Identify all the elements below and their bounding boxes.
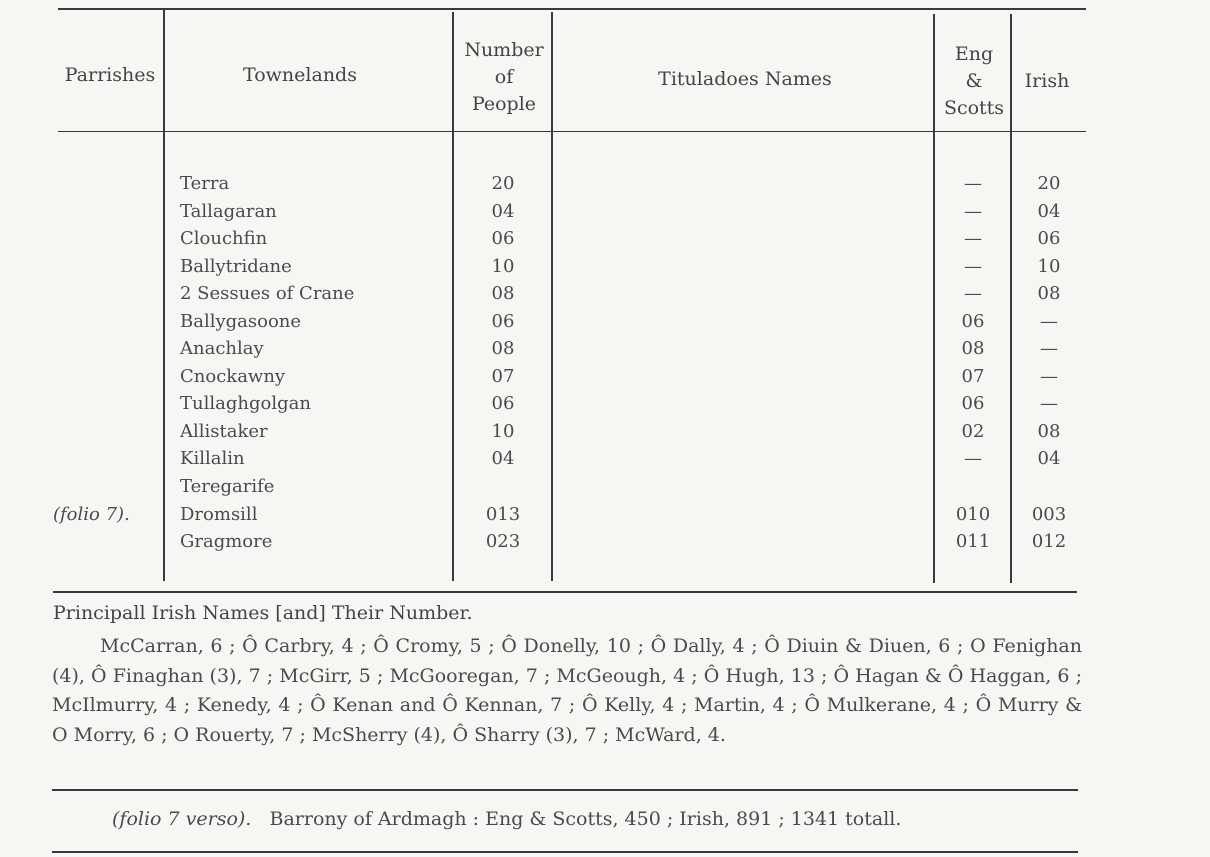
footer-bottom-rule — [52, 851, 1078, 853]
eng-scotts-cell: — — [964, 448, 982, 469]
table-row — [0, 308, 1210, 335]
footer-barony-totals: Barrony of Ardmagh : Eng & Scotts, 450 ; Irish, 891 ; 1341 totall. — [269, 808, 902, 830]
eng-scotts-cell: — — [964, 201, 982, 222]
number-cell: 10 — [491, 421, 515, 442]
townland-cell: 2 Sessues of Crane — [180, 283, 355, 304]
header-eng-scotts — [936, 41, 1012, 122]
eng-scotts-cell: 07 — [961, 366, 985, 387]
townland-cell: Tallagaran — [180, 201, 277, 222]
irish-cell: 08 — [1037, 283, 1061, 304]
townland-cell: Killalin — [180, 448, 245, 469]
parish-cell — [53, 501, 130, 528]
header-eng-line2: & — [965, 70, 983, 92]
irish-cell: 06 — [1037, 228, 1061, 249]
table-row — [0, 170, 1210, 197]
header-parishes: Parrishes — [64, 64, 156, 86]
eng-scotts-cell: — — [964, 256, 982, 277]
table-row — [0, 335, 1210, 362]
header-eng-line3: Scotts — [943, 97, 1005, 119]
eng-scotts-cell: — — [964, 173, 982, 194]
irish-cell: — — [1040, 338, 1058, 359]
footer-folio: (folio 7 verso). — [112, 808, 252, 830]
townland-cell: Teregarife — [180, 476, 275, 497]
header-bottom-rule — [58, 131, 1086, 132]
irish-cell: 04 — [1037, 201, 1061, 222]
principal-names-text: McCarran, 6 ; Ô Carbry, 4 ; Ô Cromy, 5 ; Ô Donelly, 10 ; Ô Dally, 4 ; Ô Diuin & Diuen, 6 ; O Fenighan (4), Ô Finaghan (3), 7 ; McGirr, 5 ; McGooregan, 7 ; McGeough, 4 ; Ô Hugh, 13 ; Ô Hagan & Ô Haggan, 6 ; McIlmurry, 4 ; Kenedy, 4 ; Ô Kenan and Ô Kennan, 7 ; Ô Kelly, 4 ; Martin, 4 ; Ô Mulkerane, 4 ; Ô Murry & O Morry, 6 ; O Rouerty, 7 ; McSherry (4), Ô Sharry (3), 7 ; McWard, 4. — [52, 635, 1082, 746]
irish-cell: 08 — [1037, 421, 1061, 442]
eng-scotts-cell: 010 — [955, 504, 991, 525]
table-row — [0, 501, 1210, 528]
eng-scotts-cell: 02 — [961, 421, 985, 442]
number-cell: 06 — [491, 393, 515, 414]
number-cell: 06 — [491, 228, 515, 249]
footer-top-rule — [52, 789, 1078, 791]
irish-cell: 10 — [1037, 256, 1061, 277]
irish-cell: — — [1040, 366, 1058, 387]
table-row — [0, 473, 1210, 500]
townland-cell: Dromsill — [180, 504, 258, 525]
header-number-line2: of — [494, 66, 514, 88]
header-tituladoes: Tituladoes Names — [658, 68, 832, 90]
number-cell: 08 — [491, 283, 515, 304]
townland-cell: Anachlay — [180, 338, 264, 359]
principal-names-heading: Principall Irish Names [and] Their Number. — [53, 602, 473, 624]
header-irish: Irish — [1024, 70, 1070, 92]
header-number — [456, 37, 552, 118]
townland-cell: Tullaghgolgan — [180, 393, 311, 414]
table-row — [0, 445, 1210, 472]
header-townlands: Townelands — [243, 64, 357, 86]
table-row — [0, 280, 1210, 307]
number-cell: 013 — [485, 504, 521, 525]
eng-scotts-cell: 06 — [961, 311, 985, 332]
table-row — [0, 390, 1210, 417]
eng-scotts-cell: 06 — [961, 393, 985, 414]
townland-cell: Allistaker — [180, 421, 268, 442]
irish-cell: 04 — [1037, 448, 1061, 469]
number-cell: 04 — [491, 201, 515, 222]
townland-cell: Terra — [180, 173, 230, 194]
table-row — [0, 253, 1210, 280]
eng-scotts-cell: 011 — [955, 531, 991, 552]
table-row — [0, 528, 1210, 555]
header-number-line3: People — [471, 93, 537, 115]
irish-cell: 003 — [1031, 504, 1067, 525]
irish-cell: 012 — [1031, 531, 1067, 552]
townland-cell: Gragmore — [180, 531, 273, 552]
irish-cell: — — [1040, 393, 1058, 414]
irish-cell: — — [1040, 311, 1058, 332]
header-number-line1: Number — [464, 39, 544, 61]
number-cell: 07 — [491, 366, 515, 387]
number-cell: 04 — [491, 448, 515, 469]
eng-scotts-cell: — — [964, 228, 982, 249]
townland-cell: Ballygasoone — [180, 311, 302, 332]
table-bottom-rule — [53, 591, 1077, 593]
townland-cell: Cnockawny — [180, 366, 286, 387]
table-row — [0, 418, 1210, 445]
eng-scotts-cell: 08 — [961, 338, 985, 359]
number-cell: 023 — [485, 531, 521, 552]
folio-reference: (folio 7). — [53, 504, 130, 525]
irish-cell: 20 — [1037, 173, 1061, 194]
townland-cell: Clouchfin — [180, 228, 268, 249]
townland-cell: Ballytridane — [180, 256, 292, 277]
table-top-rule — [58, 8, 1086, 10]
principal-names-list — [52, 632, 1082, 750]
table-row — [0, 225, 1210, 252]
header-eng-line1: Eng — [954, 43, 994, 65]
eng-scotts-cell: — — [964, 283, 982, 304]
table-row — [0, 198, 1210, 225]
number-cell: 06 — [491, 311, 515, 332]
number-cell: 08 — [491, 338, 515, 359]
table-row — [0, 363, 1210, 390]
number-cell: 10 — [491, 256, 515, 277]
footer-summary — [112, 808, 901, 830]
number-cell: 20 — [491, 173, 515, 194]
